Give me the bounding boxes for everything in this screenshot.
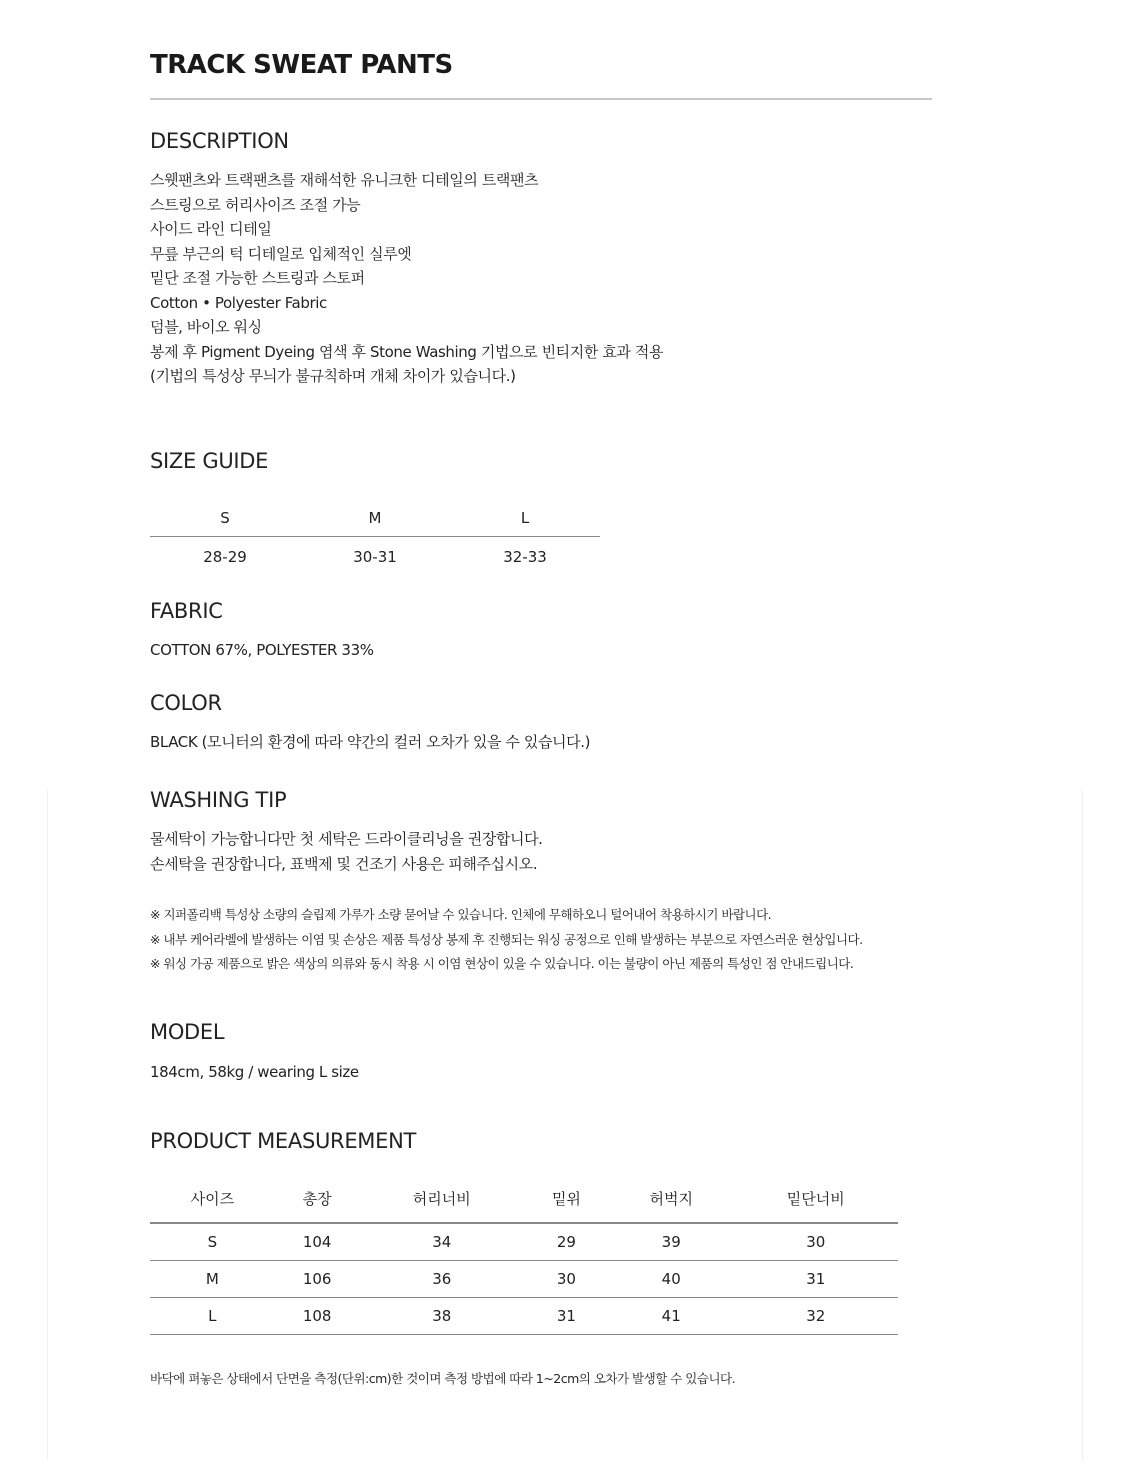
description-line: 스트링으로 허리사이즈 조절 가능 bbox=[150, 195, 361, 214]
color-text: BLACK (모니터의 환경에 따라 약간의 컬러 오차가 있을 수 있습니다.) bbox=[150, 733, 591, 751]
measurement-table bbox=[150, 1174, 898, 1335]
model-heading: MODEL bbox=[150, 1020, 225, 1044]
washing-tip-line: 손세탁을 권장합니다, 표백제 및 건조기 사용은 피해주십시오. bbox=[150, 854, 538, 873]
table-cell: 40 bbox=[609, 1261, 734, 1298]
washing-note: ※ 워싱 가공 제품으로 밝은 색상의 의류와 동시 착용 시 이염 현상이 있을 수 있습니다. 이는 불량이 아닌 제품의 특성인 점 안내드립니다. bbox=[150, 956, 854, 971]
washing-tip-line: 물세탁이 가능합니다만 첫 세탁은 드라이클리닝을 권장합니다. bbox=[150, 830, 543, 848]
table-cell: L bbox=[150, 1298, 275, 1335]
table-cell: 30 bbox=[734, 1223, 898, 1261]
measurement-header: 총장 bbox=[275, 1174, 360, 1223]
size-guide-heading: SIZE GUIDE bbox=[150, 449, 269, 473]
color-heading: COLOR bbox=[150, 691, 222, 715]
measurement-heading: PRODUCT MEASUREMENT bbox=[150, 1129, 417, 1153]
table-cell: 36 bbox=[360, 1261, 524, 1298]
measurement-header: 밑단너비 bbox=[734, 1174, 898, 1223]
right-edge-line bbox=[1082, 790, 1083, 1460]
size-guide-header: M bbox=[300, 500, 450, 537]
measurement-header: 밑위 bbox=[524, 1174, 609, 1223]
description-line: (기법의 특성상 무늬가 불규칙하며 개체 차이가 있습니다.) bbox=[150, 367, 516, 385]
table-cell: S bbox=[150, 1223, 275, 1261]
measurement-header: 사이즈 bbox=[150, 1174, 275, 1223]
title-divider bbox=[150, 98, 932, 100]
table-cell: M bbox=[150, 1261, 275, 1298]
washing-tip-heading: WASHING TIP bbox=[150, 788, 287, 812]
table-cell: 32 bbox=[734, 1298, 898, 1335]
size-guide-value: 28-29 bbox=[203, 548, 247, 566]
table-cell: 34 bbox=[360, 1223, 524, 1261]
measurement-header-row bbox=[150, 1174, 898, 1223]
table-cell: 106 bbox=[275, 1261, 360, 1298]
washing-note: ※ 내부 케어라벨에 발생하는 이염 및 손상은 제품 특성상 봉제 후 진행되는 워싱 공정으로 인해 발생하는 부분으로 자연스러운 현상입니다. bbox=[150, 931, 863, 947]
fabric-text: COTTON 67%, POLYESTER 33% bbox=[150, 641, 374, 659]
size-guide-header: L bbox=[450, 500, 600, 537]
size-guide-table bbox=[150, 500, 600, 577]
table-cell: 104 bbox=[275, 1223, 360, 1261]
table-row bbox=[150, 1298, 898, 1335]
table-cell: 38 bbox=[360, 1298, 524, 1335]
washing-note: ※ 지퍼폴리백 특성상 소량의 슬립제 가루가 소량 묻어날 수 있습니다. 인체에 무해하오니 털어내어 착용하시기 바랍니다. bbox=[150, 907, 772, 922]
table-cell: 108 bbox=[275, 1298, 360, 1335]
left-edge-line bbox=[47, 790, 48, 1460]
description-line: 밑단 조절 가능한 스트링과 스토퍼 bbox=[150, 269, 365, 287]
description-line: 사이드 라인 디테일 bbox=[150, 220, 272, 238]
page-title: TRACK SWEAT PANTS bbox=[150, 50, 453, 80]
description-line: 스웻팬츠와 트랙팬츠를 재해석한 유니크한 디테일의 트랙팬츠 bbox=[150, 171, 539, 189]
fabric-heading: FABRIC bbox=[150, 599, 223, 623]
size-guide-header: S bbox=[150, 500, 300, 537]
description-text bbox=[150, 168, 663, 389]
table-cell: 31 bbox=[734, 1261, 898, 1298]
size-guide-header-row bbox=[150, 500, 600, 537]
table-row bbox=[150, 1223, 898, 1261]
description-line: Cotton • Polyester Fabric bbox=[150, 293, 327, 312]
model-text: 184cm, 58kg / wearing L size bbox=[150, 1063, 359, 1081]
measurement-header: 허벅지 bbox=[609, 1174, 734, 1223]
description-heading: DESCRIPTION bbox=[150, 129, 289, 153]
washing-tip-text bbox=[150, 827, 543, 876]
measurement-note: 바닥에 펴놓은 상태에서 단면을 측정(단위:cm)한 것이며 측정 방법에 따라 1~2cm의 오차가 발생할 수 있습니다. bbox=[150, 1371, 736, 1386]
size-guide-value-row bbox=[150, 537, 600, 578]
table-cell: 41 bbox=[609, 1298, 734, 1335]
table-row bbox=[150, 1261, 898, 1298]
size-guide-value: 30-31 bbox=[353, 548, 397, 566]
table-cell: 29 bbox=[524, 1223, 609, 1261]
description-line: 무릎 부근의 턱 디테일로 입체적인 실루엣 bbox=[150, 244, 412, 263]
size-guide-value: 32-33 bbox=[503, 548, 547, 566]
description-line: 덤블, 바이오 워싱 bbox=[150, 318, 262, 336]
washing-notes bbox=[150, 903, 863, 977]
description-line: 봉제 후 Pigment Dyeing 염색 후 Stone Washing 기법으로 빈티지한 효과 적용 bbox=[150, 342, 664, 361]
measurement-header: 허리너비 bbox=[360, 1174, 524, 1223]
table-cell: 30 bbox=[524, 1261, 609, 1298]
table-cell: 39 bbox=[609, 1223, 734, 1261]
table-cell: 31 bbox=[524, 1298, 609, 1335]
